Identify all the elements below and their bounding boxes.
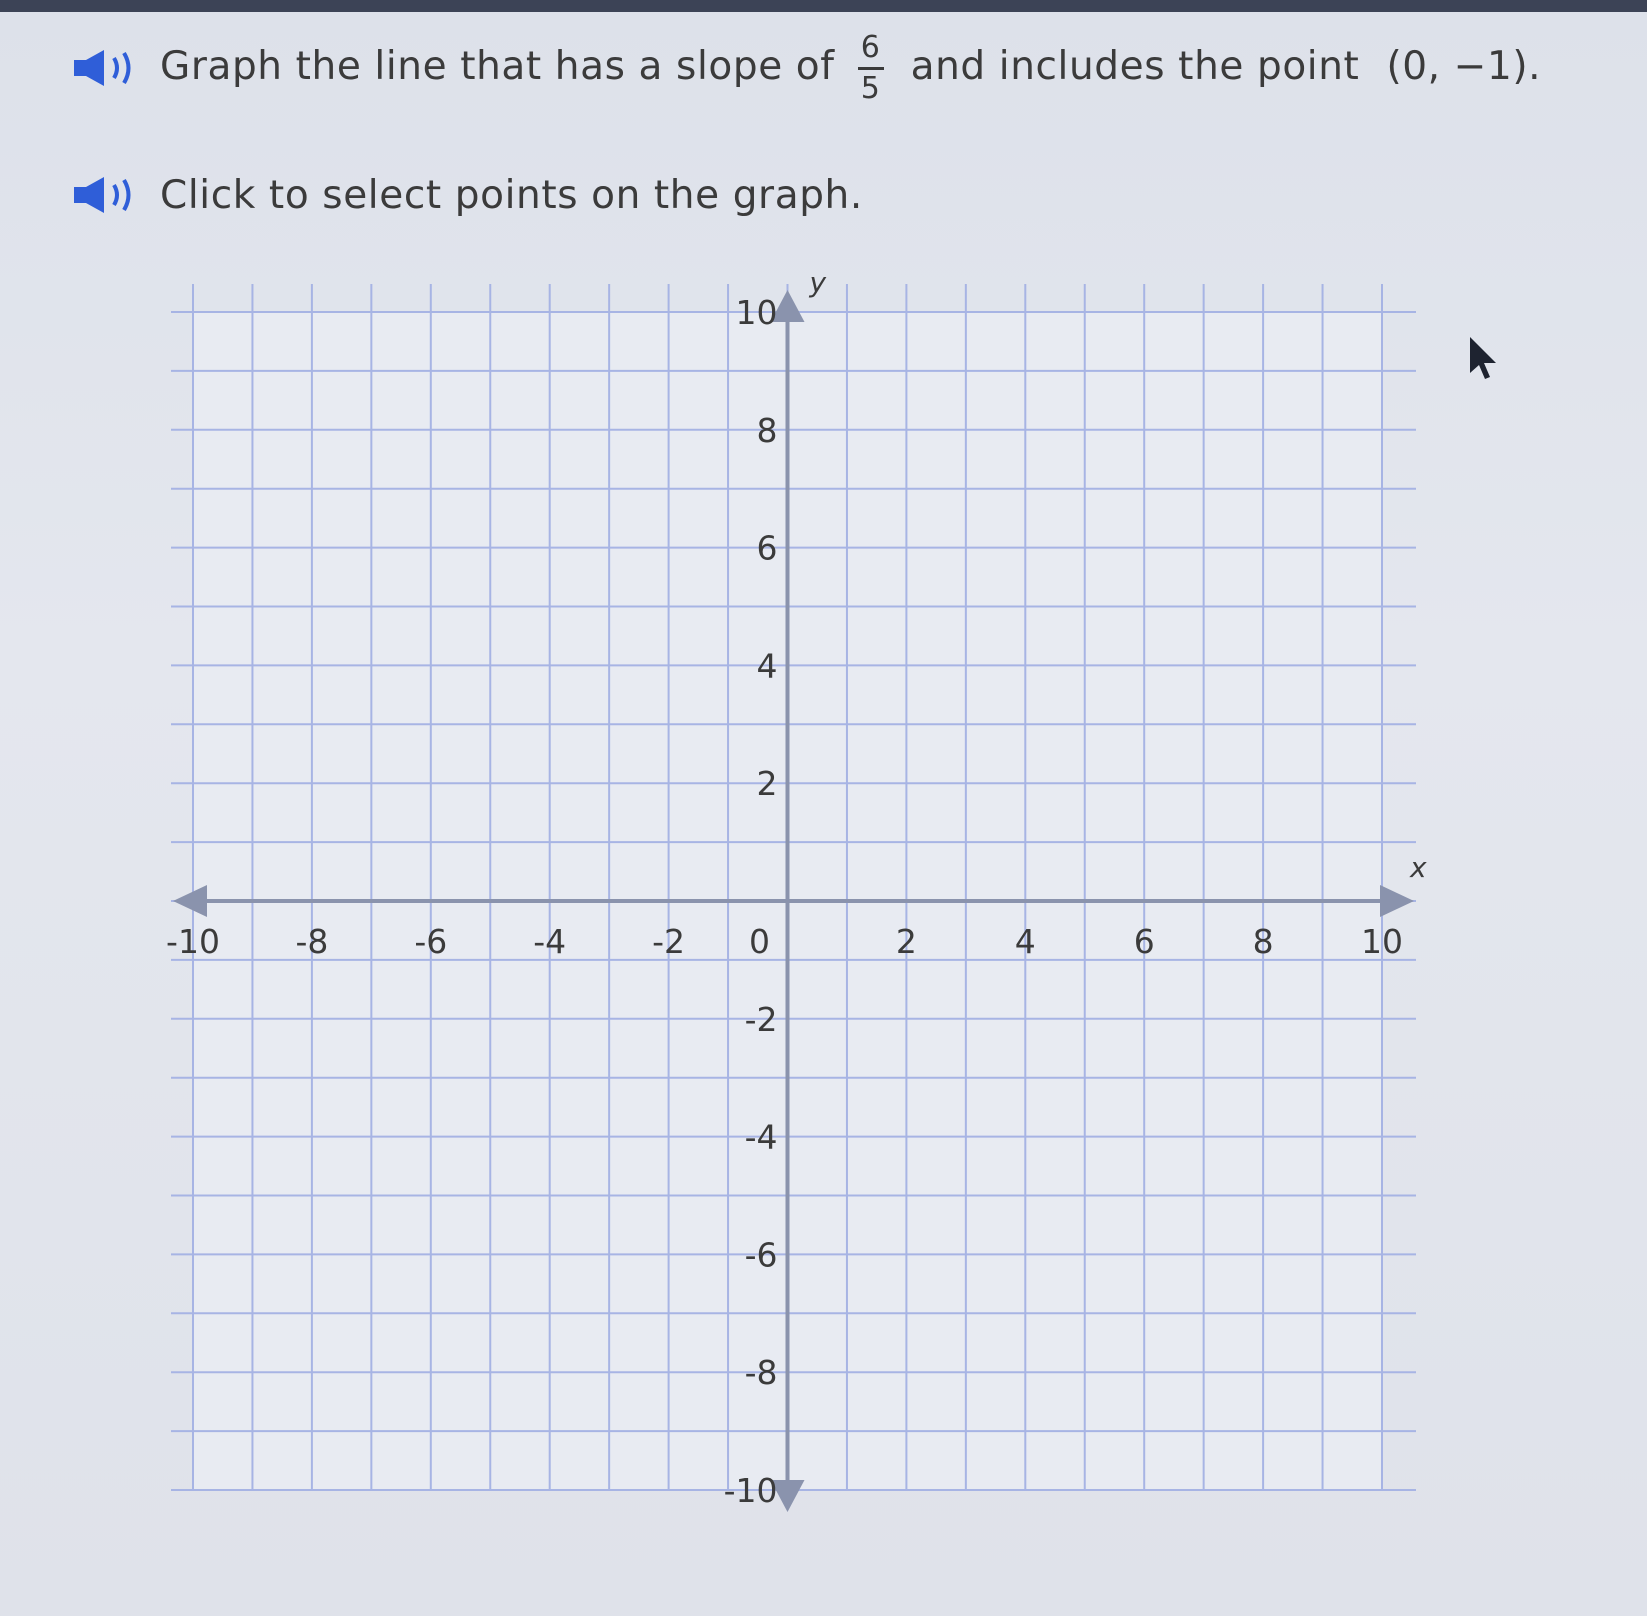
- y-tick-label: 10: [735, 293, 778, 332]
- question-prefix: Graph the line that has a slope of: [160, 43, 835, 89]
- y-tick-label: -8: [744, 1353, 778, 1393]
- x-tick-label: 6: [1133, 922, 1155, 961]
- given-point: (0, −1).: [1386, 43, 1542, 89]
- x-axis-label: x: [1410, 851, 1427, 884]
- x-tick-label: -2: [652, 922, 686, 961]
- y-tick-label: 8: [756, 410, 778, 450]
- y-tick-label: 6: [756, 528, 778, 568]
- x-tick-label: -6: [414, 922, 448, 961]
- y-tick-label: 4: [756, 646, 778, 686]
- y-tick-label: -10: [723, 1471, 778, 1510]
- instruction-text: Click to select points on the graph.: [160, 172, 863, 218]
- x-axis-left-arrow: [173, 885, 207, 917]
- question-middle: and includes the point: [910, 43, 1360, 89]
- x-tick-label: 10: [1361, 922, 1403, 961]
- y-axis-label: y: [809, 266, 827, 299]
- y-tick-label: -2: [744, 999, 778, 1039]
- x-tick-label: 8: [1252, 922, 1274, 961]
- x-tick-label: 0: [749, 922, 770, 961]
- x-tick-label: -4: [533, 922, 567, 961]
- slope-numerator: 6: [860, 29, 881, 65]
- slope-denominator: 5: [860, 70, 881, 106]
- x-tick-label: -10: [166, 922, 220, 961]
- x-tick-label: 2: [895, 922, 917, 961]
- y-tick-label: 2: [756, 764, 778, 804]
- mouse-cursor-icon: [1468, 335, 1498, 385]
- x-axis-right-arrow: [1380, 885, 1414, 917]
- x-tick-label: 4: [1014, 922, 1036, 961]
- y-tick-label: -4: [744, 1117, 778, 1157]
- x-tick-label: -8: [295, 922, 329, 961]
- y-tick-label: -6: [744, 1235, 778, 1275]
